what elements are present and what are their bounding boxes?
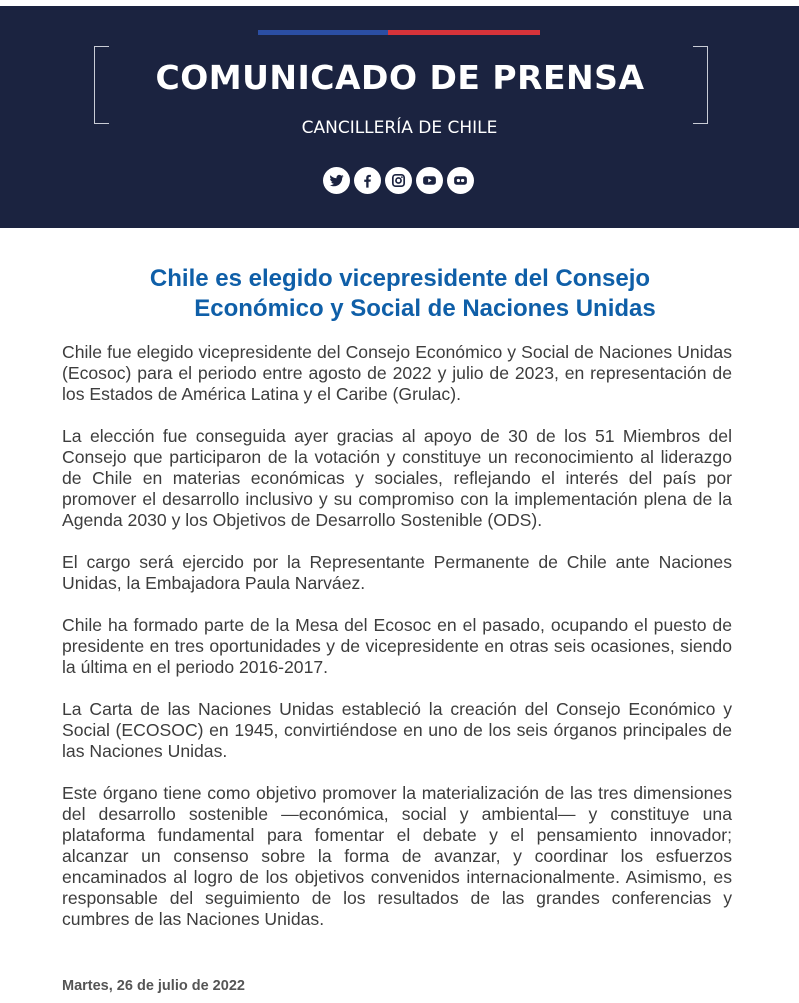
youtube-icon[interactable] [416, 167, 443, 194]
flag-blue-segment [258, 30, 388, 35]
paragraph: La elección fue conseguida ayer gracias al apoyo de 30 de los 51 Miembros del Consejo que participaron de la votación y constituye un reconocimiento al liderazgo de Chile en materias económicas y sociales, reflejando el interés del país por promover el desarrollo inclusivo y su compromiso con la implementación plena de la Agenda 2030 y los Objetivos de Desarrollo Sostenible (ODS). [62, 426, 732, 530]
banner-subtitle: CANCILLERÍA DE CHILE [301, 118, 498, 138]
social-icons [323, 167, 474, 195]
article-title-line-1: Chile es elegido vicepresidente del Consejo [149, 265, 651, 292]
flag-red-segment [388, 30, 540, 35]
paragraph: Chile fue elegido vicepresidente del Consejo Económico y Social de Naciones Unidas (Ecosoc) para el periodo entre agosto de 2022 y julio de 2023, en representación de los Estados de América Latina y el Caribe (Grulac). [62, 342, 732, 404]
paragraph: El cargo será ejercido por la Representante Permanente de Chile ante Naciones Unidas, la Embajadora Paula Narváez. [62, 552, 732, 593]
publication-date: Martes, 26 de julio de 2022 [62, 978, 245, 994]
article-title-line-2: Económico y Social de Naciones Unidas [194, 295, 656, 322]
article-title [60, 264, 740, 324]
flag-color-bar [258, 30, 540, 35]
paragraph: Este órgano tiene como objetivo promover la materialización de las tres dimensiones del desarrollo sostenible —económica, social y ambiental— y constituye una plataforma fundamental para fomentar el debate y el pensamiento innovador; alcanzar un consenso sobre la forma de avanzar, y coordinar los esfuerzos encaminados al logro de los objetivos convenidos internacionalmente. Asimismo, es responsable del seguimiento de los resultados de las grandes conferencias y cumbres de las Naciones Unidas. [62, 783, 732, 929]
press-release-banner [0, 6, 799, 228]
paragraph: La Carta de las Naciones Unidas estableció la creación del Consejo Económico y Social (ECOSOC) en 1945, convirtiéndose en uno de los seis órganos principales de las Naciones Unidas. [62, 699, 732, 761]
paragraph: Chile ha formado parte de la Mesa del Ecosoc en el pasado, ocupando el puesto de presidente en tres oportunidades y de vicepresidente en otras seis ocasiones, siendo la última en el periodo 2016-2017. [62, 615, 732, 677]
facebook-icon[interactable] [354, 167, 381, 194]
banner-title: COMUNICADO DE PRENSA [155, 58, 645, 97]
instagram-icon[interactable] [385, 167, 412, 194]
flickr-icon[interactable] [447, 167, 474, 194]
twitter-icon[interactable] [323, 167, 350, 194]
article-body [62, 342, 732, 951]
